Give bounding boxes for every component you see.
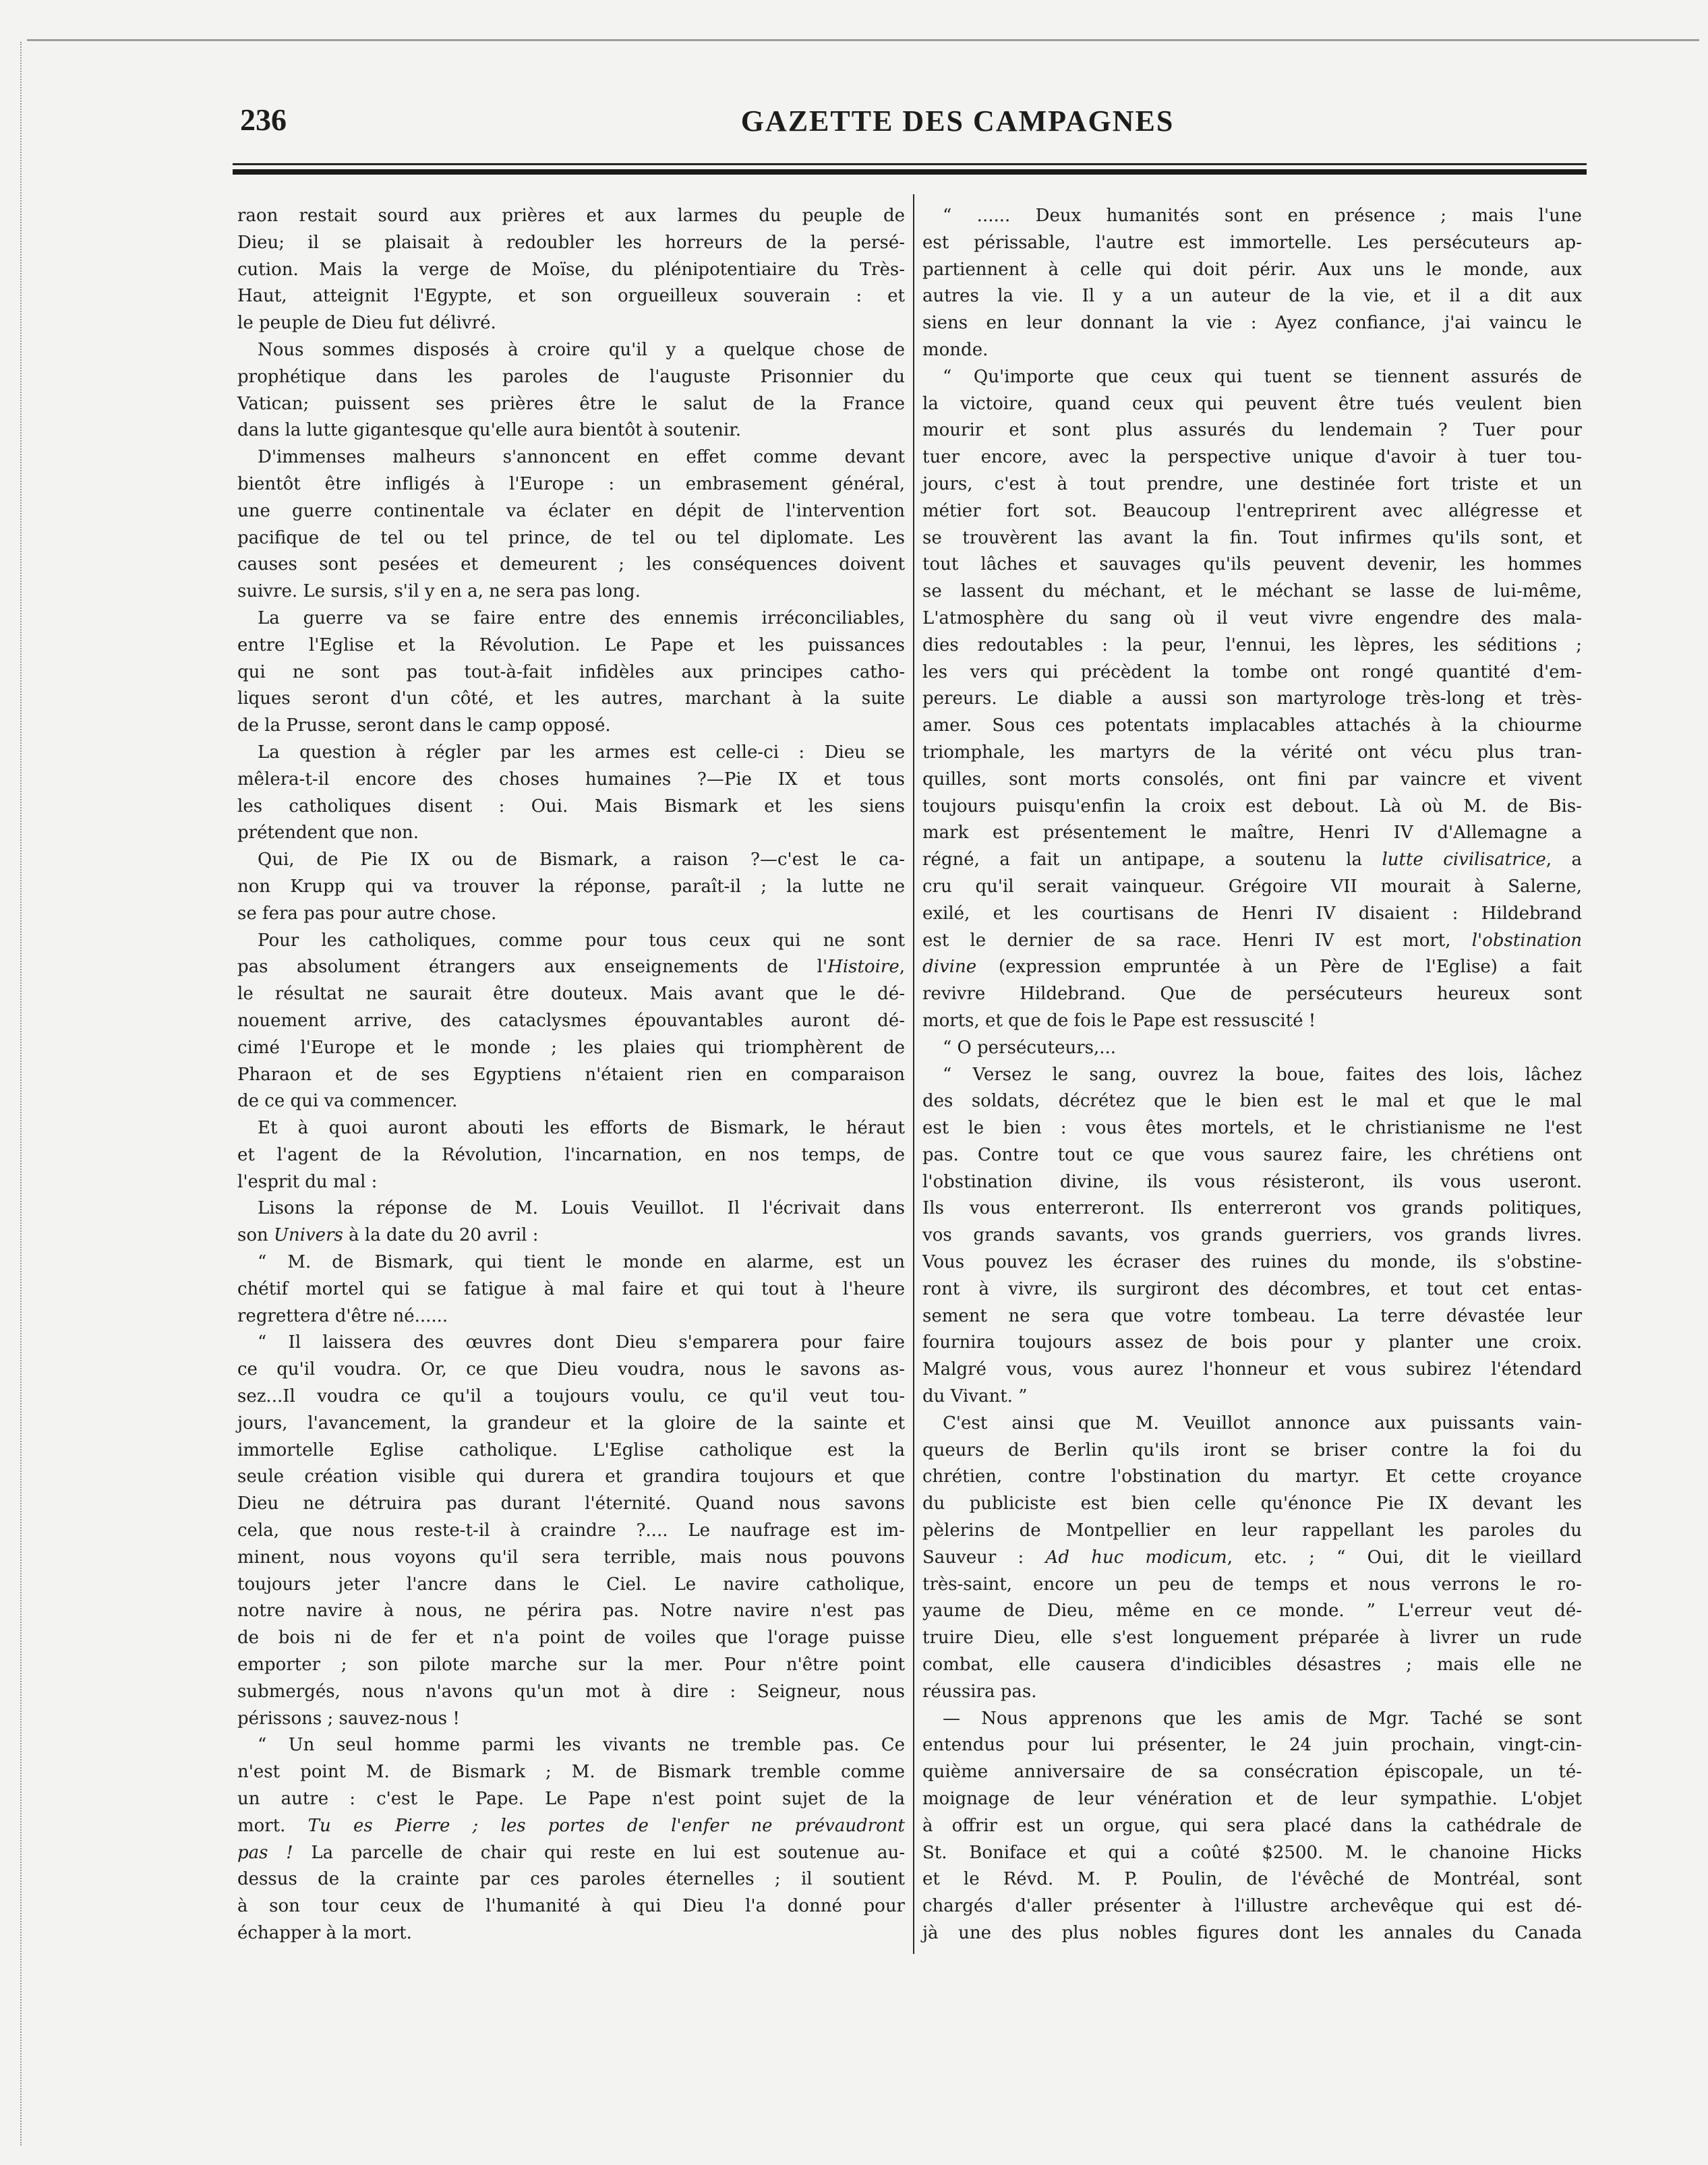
text-line: Nous sommes disposés à croire qu'il y a quelque chose de bbox=[258, 339, 905, 360]
text-line: jà une des plus nobles figures dont les annales du Canada bbox=[922, 1923, 1582, 1943]
text-line: Pharaon et de ses Egyptiens n'étaient rien en comparaison bbox=[237, 1064, 905, 1085]
text-line: “ Un seul homme parmi les vivants ne tremble pas. Ce bbox=[258, 1735, 905, 1756]
text-line: St. Boniface et qui a coûté $2500. M. le chanoine Hicks bbox=[922, 1842, 1582, 1863]
text-line: dies redoutables : la peur, l'ennui, les lèpres, les séditions ; bbox=[922, 634, 1582, 655]
paragraph bbox=[237, 1732, 905, 1947]
scan-left-edge bbox=[20, 42, 22, 2145]
text-line: regrettera d'être né...... bbox=[237, 1305, 448, 1326]
text-line: pas. Contre tout ce que vous saurez faire, les chrétiens ont bbox=[922, 1144, 1582, 1165]
text-line: dans la lutte gigantesque qu'elle aura bientôt à soutenir. bbox=[237, 420, 742, 441]
paragraph bbox=[922, 364, 1582, 1035]
text-line: de bois ni de fer et n'a point de voiles que l'orage puisse bbox=[237, 1628, 905, 1649]
text-line: et le Révd. M. P. Poulin, de l'évêché de Montréal, sont bbox=[922, 1869, 1582, 1890]
text-line: mourir et sont plus assurés du lendemain ? Tuer pour bbox=[922, 420, 1582, 441]
text-line: toujours jeter l'ancre dans le Ciel. Le navire catholique, bbox=[237, 1574, 905, 1595]
text-line: queurs de Berlin qu'ils iront se briser contre la foi du bbox=[922, 1440, 1582, 1460]
text-line: quième anniversaire de sa consécration épiscopale, un té- bbox=[922, 1762, 1582, 1783]
text-line: pereurs. Le diable a aussi son martyrologe très-long et très- bbox=[922, 688, 1582, 709]
text-line: Lisons la réponse de M. Louis Veuillot. Il l'écrivait dans bbox=[258, 1198, 905, 1219]
text-line bbox=[237, 1813, 905, 1840]
text-run: à la date du 20 avril : bbox=[343, 1225, 539, 1246]
text-line: de ce qui va commencer. bbox=[237, 1091, 458, 1112]
text-run: , bbox=[899, 957, 905, 978]
text-line: n'est point M. de Bismark ; M. de Bismark tremble comme bbox=[237, 1762, 905, 1783]
text-line: Dieu; il se plaisait à redoubler les horreurs de la persé- bbox=[237, 232, 905, 253]
paragraph bbox=[237, 605, 905, 740]
text-line: se trouvèrent las avant la fin. Tout infirmes qu'ils sont, et bbox=[922, 527, 1582, 548]
text-line: l'esprit du mal : bbox=[237, 1171, 378, 1192]
text-line: cution. Mais la verge de Moïse, du plénipotentiaire du Très- bbox=[237, 259, 905, 280]
text-line: liques seront d'un côté, et les autres, marchant à la suite bbox=[237, 688, 905, 709]
text-line: Vatican; puissent ses prières être le salut de la France bbox=[237, 393, 905, 414]
text-line: minent, nous voyons qu'il sera terrible, mais nous pouvons bbox=[237, 1547, 905, 1568]
paragraph bbox=[237, 847, 905, 927]
text-line: réussira pas. bbox=[922, 1681, 1037, 1702]
paragraph bbox=[922, 1706, 1582, 1947]
text-line: quilles, sont morts consolés, ont fini par vaincre et vivent bbox=[922, 769, 1582, 790]
text-line: toujours puisqu'enfin la croix est debout. Là où M. de Bis- bbox=[922, 796, 1582, 817]
text-line: seule création visible qui durera et grandira toujours et que bbox=[237, 1466, 905, 1487]
text-line: des soldats, décrétez que le bien est le mal et que le mal bbox=[922, 1091, 1582, 1112]
text-line: prétendent que non. bbox=[237, 823, 419, 843]
text-line: Qui, de Pie IX ou de Bismark, a raison ?—c'est le ca- bbox=[258, 850, 905, 870]
column-divider bbox=[913, 194, 914, 1954]
paragraph bbox=[237, 740, 905, 847]
text-line: se lassent du méchant, et le méchant se lasse de lui-même, bbox=[922, 581, 1582, 602]
text-line: vos grands savants, vos grands guerriers, vos grands livres. bbox=[922, 1225, 1582, 1246]
text-line: à son tour ceux de l'humanité à qui Dieu l'a donné pour bbox=[237, 1896, 905, 1917]
text-line: et l'agent de la Révolution, l'incarnation, en nos temps, de bbox=[237, 1144, 905, 1165]
text-line: combat, elle causera d'indicibles désastres ; mais elle ne bbox=[922, 1655, 1582, 1675]
right-column bbox=[922, 203, 1582, 1947]
text-line: du Vivant. ” bbox=[922, 1386, 1028, 1407]
text-line: qui ne sont pas tout-à-fait infidèles aux principes catho- bbox=[237, 661, 905, 682]
text-line: chrétien, contre l'obstination du martyr. Et cette croyance bbox=[922, 1466, 1582, 1487]
paragraph bbox=[237, 1330, 905, 1732]
text-line: “ O persécuteurs,... bbox=[943, 1037, 1117, 1058]
text-line: entendus pour lui présenter, le 24 juin prochain, vingt-cin- bbox=[922, 1735, 1582, 1756]
text-line: prophétique dans les paroles de l'auguste Prisonnier du bbox=[237, 366, 905, 387]
text-line bbox=[237, 1840, 905, 1867]
paragraph bbox=[237, 444, 905, 605]
text-line: mêlera-t-il encore des choses humaines ?—Pie IX et tous bbox=[237, 769, 905, 790]
text-line: jours, l'avancement, la grandeur et la gloire de la sainte et bbox=[237, 1413, 905, 1433]
text-line: moignage de leur vénération et de leur sympathie. L'objet bbox=[922, 1789, 1582, 1810]
text-line: non Krupp qui va trouver la réponse, paraît-il ; la lutte ne bbox=[237, 876, 905, 897]
text-line: autres la vie. Il y a un auteur de la vie, et il a dit aux bbox=[922, 286, 1582, 307]
italic-text: l'obstination bbox=[1471, 930, 1582, 951]
text-line: mark est présentement le maître, Henri IV d'Allemagne a bbox=[922, 823, 1582, 843]
text-line: C'est ainsi que M. Veuillot annonce aux puissants vain- bbox=[943, 1413, 1582, 1433]
text-line: de la Prusse, seront dans le camp opposé. bbox=[237, 715, 611, 736]
text-run: son bbox=[237, 1225, 274, 1246]
text-line: Pour les catholiques, comme pour tous ceux qui ne sont bbox=[258, 930, 905, 951]
italic-text: Tu es Pierre ; les portes de l'enfer ne prévaudront bbox=[307, 1815, 905, 1836]
text-line: Haut, atteignit l'Egypte, et son orgueilleux souverain : et bbox=[237, 286, 905, 307]
text-line: — Nous apprenons que les amis de Mgr. Taché se sont bbox=[943, 1708, 1582, 1729]
italic-text: Univers bbox=[274, 1225, 343, 1246]
text-line: emporter ; son pilote marche sur la mer. Pour n'être point bbox=[237, 1655, 905, 1675]
text-line: les catholiques disent : Oui. Mais Bismark et les siens bbox=[237, 796, 905, 817]
page-number: 236 bbox=[240, 102, 287, 137]
text-line: monde. bbox=[922, 339, 989, 360]
left-column bbox=[237, 203, 905, 1947]
text-run: pas absolument étrangers aux enseignements de l' bbox=[237, 957, 828, 978]
paragraph bbox=[922, 203, 1582, 364]
text-line: échapper à la mort. bbox=[237, 1923, 412, 1943]
paragraph bbox=[237, 337, 905, 444]
paragraph bbox=[237, 203, 905, 337]
text-line: ce qu'il voudra. Or, ce que Dieu voudra, nous le savons as- bbox=[237, 1359, 905, 1380]
text-line bbox=[922, 847, 1582, 874]
text-line: est périssable, l'autre est immortelle. Les persécuteurs ap- bbox=[922, 232, 1582, 253]
text-line: sement ne sera que votre tombeau. La terre dévastée leur bbox=[922, 1305, 1582, 1326]
italic-text: divine bbox=[922, 957, 977, 978]
paragraph bbox=[237, 928, 905, 1116]
text-run: (expression empruntée à un Père de l'Eglise) a fait bbox=[976, 957, 1582, 978]
text-line: “ M. de Bismark, qui tient le monde en alarme, est un bbox=[258, 1252, 905, 1273]
text-run: , etc. ; “ Oui, dit le vieillard bbox=[1227, 1547, 1582, 1568]
text-line: “ ...... Deux humanités sont en présence ; mais l'une bbox=[943, 206, 1582, 226]
text-line: les vers qui précèdent la tombe ont rongé quantité d'em- bbox=[922, 661, 1582, 682]
text-line bbox=[922, 1545, 1582, 1572]
scan-page-edge bbox=[27, 39, 1699, 41]
text-line: partiennent à celle qui doit périr. Aux uns le monde, aux bbox=[922, 259, 1582, 280]
header-rule-thick bbox=[233, 169, 1587, 175]
text-line: dessus de la crainte par ces paroles éternelles ; il soutient bbox=[237, 1869, 905, 1890]
text-line: amer. Sous ces potentats implacables attachés à la chiourme bbox=[922, 715, 1582, 736]
paragraph bbox=[237, 1115, 905, 1195]
paragraph bbox=[237, 1195, 905, 1249]
text-run: Sauveur : bbox=[922, 1547, 1046, 1568]
text-line: est le bien : vous êtes mortels, et le christianisme ne l'est bbox=[922, 1118, 1582, 1139]
text-run: est le dernier de sa race. Henri IV est mort, bbox=[922, 930, 1472, 951]
text-line: La guerre va se faire entre des ennemis irréconciliables, bbox=[258, 607, 905, 628]
text-line: siens en leur donnant la vie : Ayez confiance, j'ai vaincu le bbox=[922, 313, 1582, 334]
text-line: cimé l'Europe et le monde ; les plaies qui triomphèrent de bbox=[237, 1037, 905, 1058]
text-line: Malgré vous, vous aurez l'honneur et vous subirez l'étendard bbox=[922, 1359, 1582, 1380]
italic-text: pas ! bbox=[237, 1842, 293, 1863]
text-line bbox=[237, 1222, 905, 1249]
text-line: à offrir est un orgue, qui sera placé dans la cathédrale de bbox=[922, 1815, 1582, 1836]
text-run: mort. bbox=[237, 1815, 308, 1836]
text-line: le résultat ne saurait être douteux. Mais avant que le dé- bbox=[237, 984, 905, 1005]
text-line: entre l'Eglise et la Révolution. Le Pape et les puissances bbox=[237, 634, 905, 655]
text-line: tout lâches et sauvages qu'ils peuvent devenir, les hommes bbox=[922, 554, 1582, 575]
text-line: suivre. Le sursis, s'il y en a, ne sera pas long. bbox=[237, 581, 641, 602]
text-line: raon restait sourd aux prières et aux larmes du peuple de bbox=[237, 206, 905, 226]
text-line: triomphale, les martyrs de la vérité ont vécu plus tran- bbox=[922, 742, 1582, 763]
text-line: du publiciste est bien celle qu'énonce Pie IX devant les bbox=[922, 1493, 1582, 1514]
italic-text: Ad huc modicum bbox=[1045, 1547, 1227, 1568]
text-line: causes sont pesées et demeurent ; les conséquences doivent bbox=[237, 554, 905, 575]
text-line: Vous pouvez les écraser des ruines du monde, ils s'obstine- bbox=[922, 1252, 1582, 1273]
text-line: “ Il laissera des œuvres dont Dieu s'emparera pour faire bbox=[258, 1332, 905, 1353]
text-line: L'atmosphère du sang où il veut vivre engendre des mala- bbox=[922, 607, 1582, 628]
text-line: La question à régler par les armes est celle-ci : Dieu se bbox=[258, 742, 905, 763]
text-line: yaume de Dieu, même en ce monde. ” L'erreur veut dé- bbox=[922, 1601, 1582, 1622]
text-line: très-saint, encore un peu de temps et nous verrons le ro- bbox=[922, 1574, 1582, 1595]
text-line: chétif mortel qui se fatigue à mal faire et qui tout à l'heure bbox=[237, 1278, 905, 1299]
text-line: cela, que nous reste-t-il à craindre ?.... Le naufrage est im- bbox=[237, 1520, 905, 1541]
text-line: nouement arrive, des cataclysmes épouvantables auront dé- bbox=[237, 1010, 905, 1031]
text-line: métier fort sot. Beaucoup l'entreprirent avec allégresse et bbox=[922, 500, 1582, 521]
italic-text: lutte civilisatrice bbox=[1382, 850, 1546, 870]
paragraph bbox=[237, 1249, 905, 1330]
text-line: bientôt être infligés à l'Europe : un embrasement général, bbox=[237, 473, 905, 494]
text-run: La parcelle de chair qui reste en lui est soutenue au- bbox=[293, 1842, 906, 1863]
text-run: , a bbox=[1545, 850, 1583, 870]
text-line: pacifique de tel ou tel prince, de tel ou tel diplomate. Les bbox=[237, 527, 905, 548]
text-line: truire Dieu, elle s'est longuement préparée à livrer un rude bbox=[922, 1628, 1582, 1649]
text-line: “ Qu'importe que ceux qui tuent se tiennent assurés de bbox=[943, 366, 1582, 387]
text-line: jours, c'est à tout prendre, une destinée fort triste et un bbox=[922, 473, 1582, 494]
text-line: D'immenses malheurs s'annoncent en effet comme devant bbox=[258, 447, 905, 468]
text-line bbox=[922, 928, 1582, 955]
text-line: revivre Hildebrand. Que de persécuteurs heureux sont bbox=[922, 984, 1582, 1005]
text-line: notre navire à nous, ne périra pas. Notre navire n'est pas bbox=[237, 1601, 905, 1622]
text-line: cru qu'il serait vainqueur. Grégoire VII mourait à Salerne, bbox=[922, 876, 1582, 897]
text-line: périssons ; sauvez-nous ! bbox=[237, 1708, 460, 1729]
text-line: fournira toujours assez de bois pour y planter une croix. bbox=[922, 1332, 1582, 1353]
text-line: chargés d'aller présenter à l'illustre archevêque qui est dé- bbox=[922, 1896, 1582, 1917]
text-line: “ Versez le sang, ouvrez la boue, faites des lois, lâchez bbox=[943, 1064, 1582, 1085]
text-line: immortelle Eglise catholique. L'Eglise catholique est la bbox=[237, 1440, 905, 1460]
text-line: submergés, nous n'avons qu'un mot à dire : Seigneur, nous bbox=[237, 1681, 905, 1702]
paragraph bbox=[922, 1035, 1582, 1062]
text-line: Ils vous enterreront. Ils enterreront vos grands politiques, bbox=[922, 1198, 1582, 1219]
text-line: ront à vivre, ils surgiront des décombres, et tout cet entas- bbox=[922, 1278, 1582, 1299]
text-line: sez...Il voudra ce qu'il a toujours voulu, ce qu'il veut tou- bbox=[237, 1386, 905, 1407]
text-line: tuer encore, avec la perspective unique d'avoir à tuer tou- bbox=[922, 447, 1582, 468]
text-line bbox=[922, 954, 1582, 981]
text-line: un autre : c'est le Pape. Le Pape n'est point sujet de la bbox=[237, 1789, 905, 1810]
text-line: Et à quoi auront abouti les efforts de Bismark, le héraut bbox=[258, 1118, 905, 1139]
paragraph bbox=[922, 1062, 1582, 1411]
paragraph bbox=[922, 1411, 1582, 1706]
text-line: la victoire, quand ceux qui peuvent être tués veulent bien bbox=[922, 393, 1582, 414]
text-run: régné, a fait un antipape, a soutenu la bbox=[922, 850, 1382, 870]
text-line: l'obstination divine, ils vous résisteront, ils vous useront. bbox=[922, 1171, 1582, 1192]
italic-text: Histoire bbox=[827, 957, 900, 978]
text-line: se fera pas pour autre chose. bbox=[237, 903, 497, 924]
newspaper-title: GAZETTE DES CAMPAGNES bbox=[740, 105, 1175, 138]
text-line bbox=[237, 954, 905, 981]
text-line: exilé, et les courtisans de Henri IV disaient : Hildebrand bbox=[922, 903, 1582, 924]
text-line: Dieu ne détruira pas durant l'éternité. Quand nous savons bbox=[237, 1493, 905, 1514]
text-line: pèlerins de Montpellier en leur rappellant les paroles du bbox=[922, 1520, 1582, 1541]
text-line: morts, et que de fois le Pape est ressuscité ! bbox=[922, 1010, 1316, 1031]
text-line: le peuple de Dieu fut délivré. bbox=[237, 313, 496, 334]
text-line: une guerre continentale va éclater en dépit de l'intervention bbox=[237, 500, 905, 521]
header-rule-thin bbox=[233, 163, 1587, 165]
